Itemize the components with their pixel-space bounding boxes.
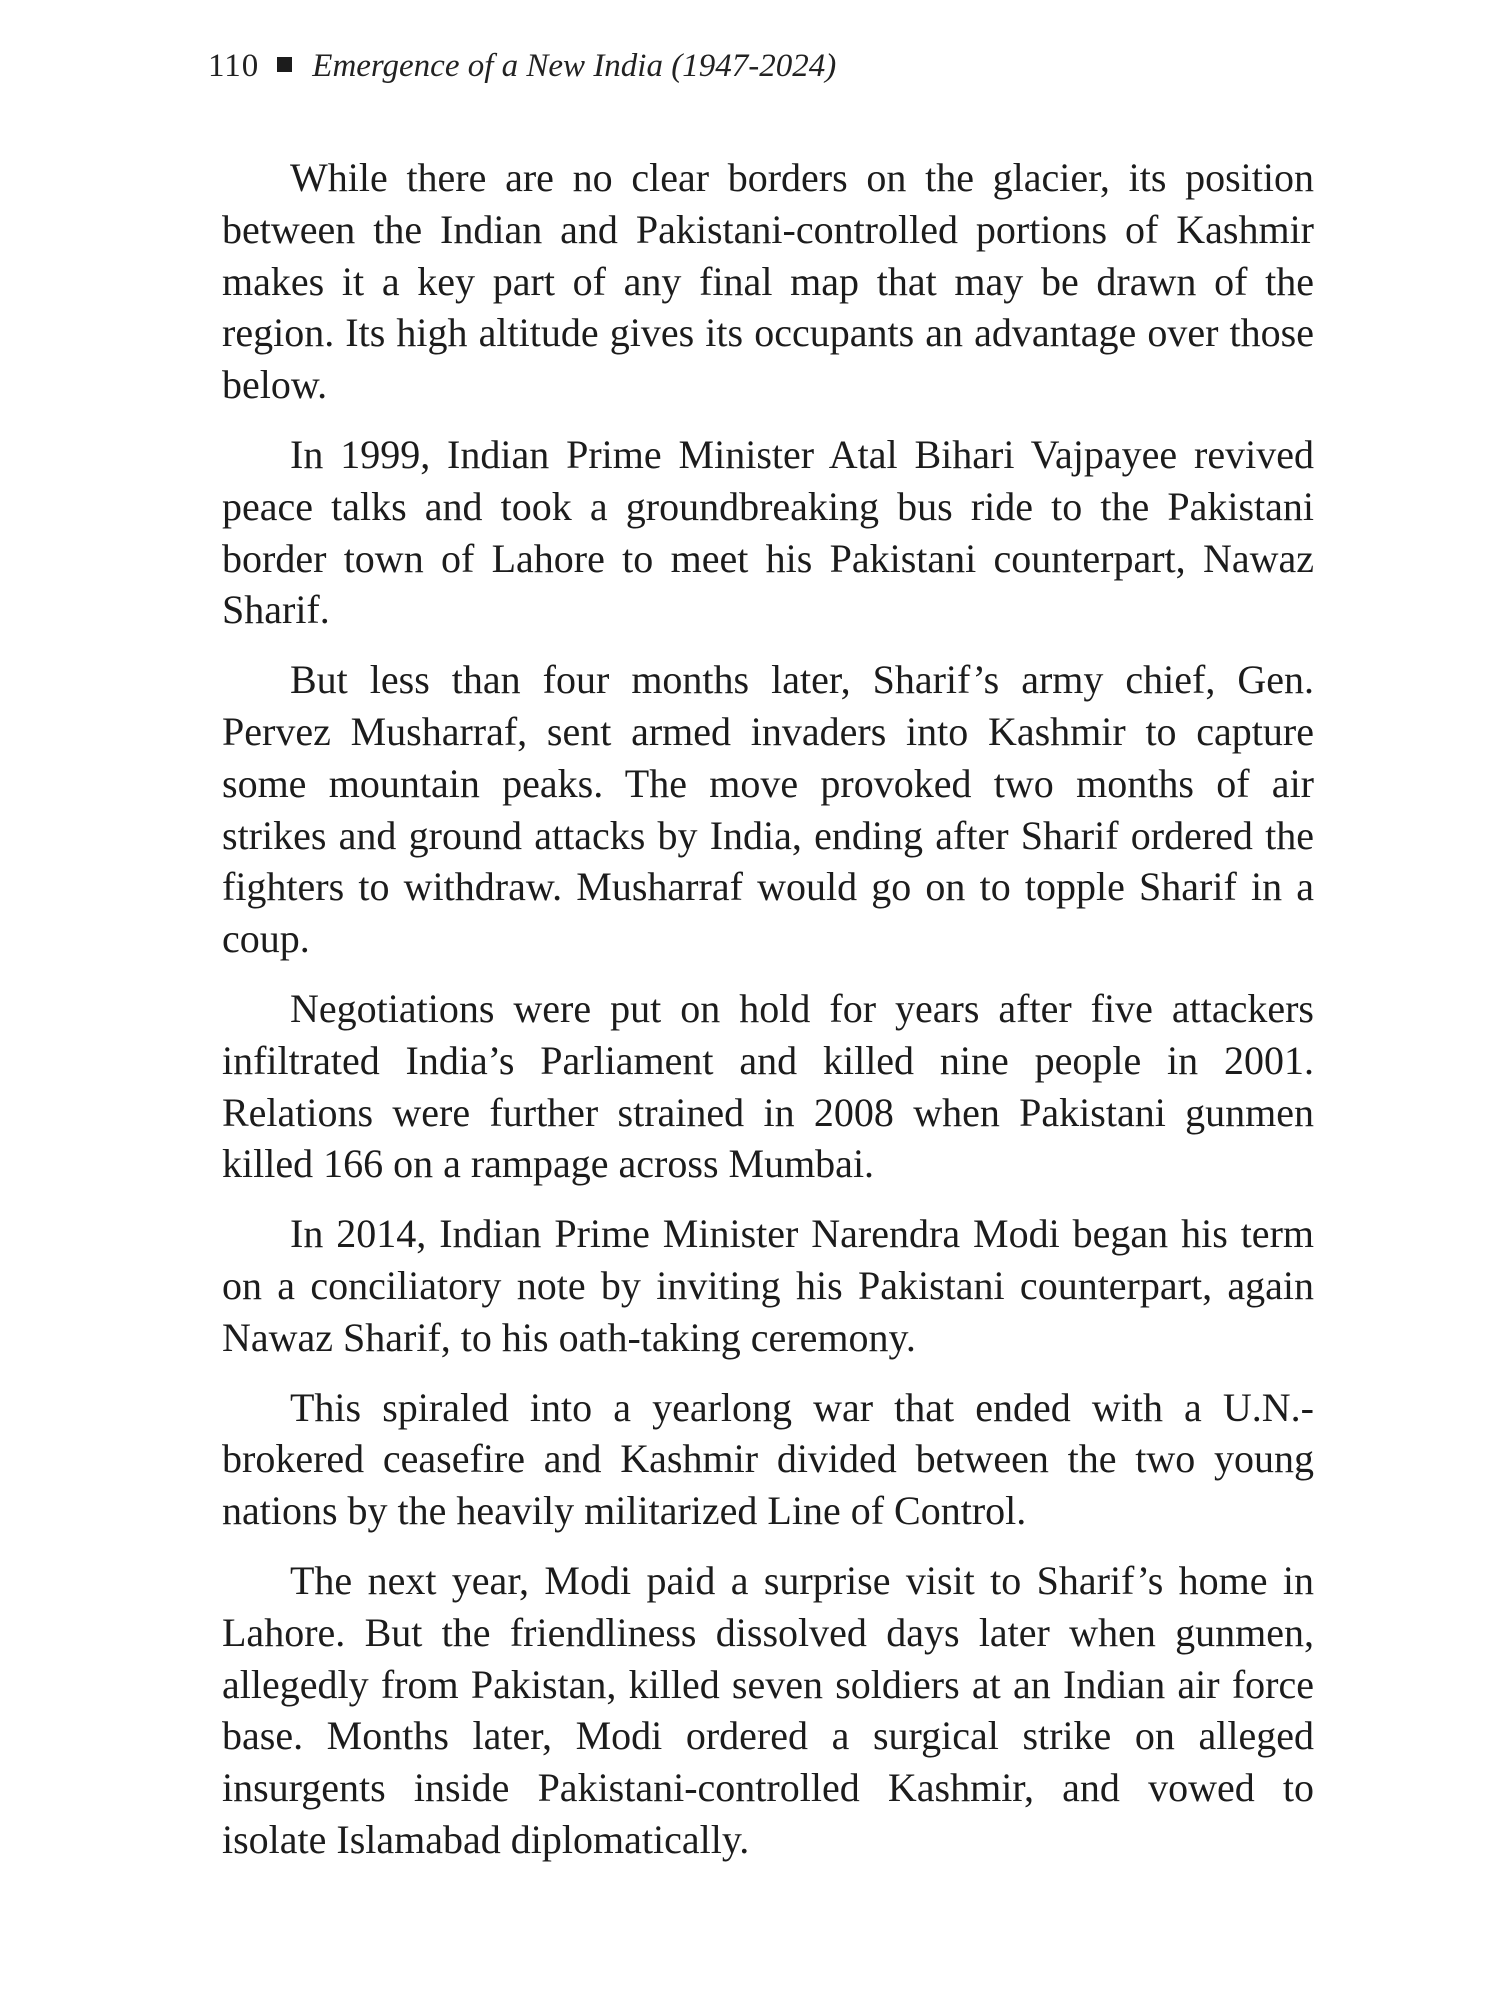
body-text bbox=[222, 152, 1314, 1884]
paragraph-yearlong-war: This spiraled into a yearlong war that ended with a U.N.-brokered ceasefire and Kashmir divided between the two young nations by the heavily militarized Line of Control. bbox=[222, 1384, 1314, 1534]
paragraph-negotiations-on-hold: Negotiations were put on hold for years after five attackers infiltrated India’s Parliament and killed nine people in 2001. Relations were further strained in 2008 when Pakistani gunmen killed 166 on a rampage across Mumbai. bbox=[222, 985, 1314, 1187]
paragraph-modi-oath: In 2014, Indian Prime Minister Narendra Modi began his term on a conciliatory note by inviting his Pakistani counterpart, again Nawaz Sharif, to his oath-taking ceremony. bbox=[222, 1211, 1314, 1360]
paragraph-glacier: While there are no clear borders on the glacier, its position between the Indian and Pakistani-controlled portions of Kashmir makes it a key part of any final map that may be drawn of the region. Its high altitude gives its occupants an advantage over those below. bbox=[222, 155, 1314, 408]
page-number: 110 bbox=[208, 48, 260, 84]
book-title: Emergence of a New India (1947-2024) bbox=[312, 48, 837, 84]
running-head bbox=[208, 46, 836, 86]
paragraph-musharraf-invasion: But less than four months later, Sharif’s army chief, Gen. Pervez Musharraf, sent armed invaders into Kashmir to capture some mountain peaks. The move provoked two months of air strikes and ground attacks by India, ending after Sharif ordered the fighters to withdraw. Musharraf would go on to topple Sharif in a coup. bbox=[222, 657, 1314, 962]
paragraph-lahore-visit: The next year, Modi paid a surprise visit to Sharif’s home in Lahore. But the friendliness dissolved days later when gunmen, allegedly from Pakistan, killed seven soldiers at an Indian air force base. Months later, Modi ordered a surgical strike on alleged insurgents inside Pakistani-controlled Kashmir, and vowed to isolate Islamabad diplomatically. bbox=[222, 1557, 1314, 1862]
paragraph-vajpayee-bus-ride: In 1999, Indian Prime Minister Atal Bihari Vajpayee revived peace talks and took a groundbreaking bus ride to the Pakistani border town of Lahore to meet his Pakistani counterpart, Nawaz Sharif. bbox=[222, 431, 1314, 633]
square-bullet-icon bbox=[277, 57, 292, 72]
